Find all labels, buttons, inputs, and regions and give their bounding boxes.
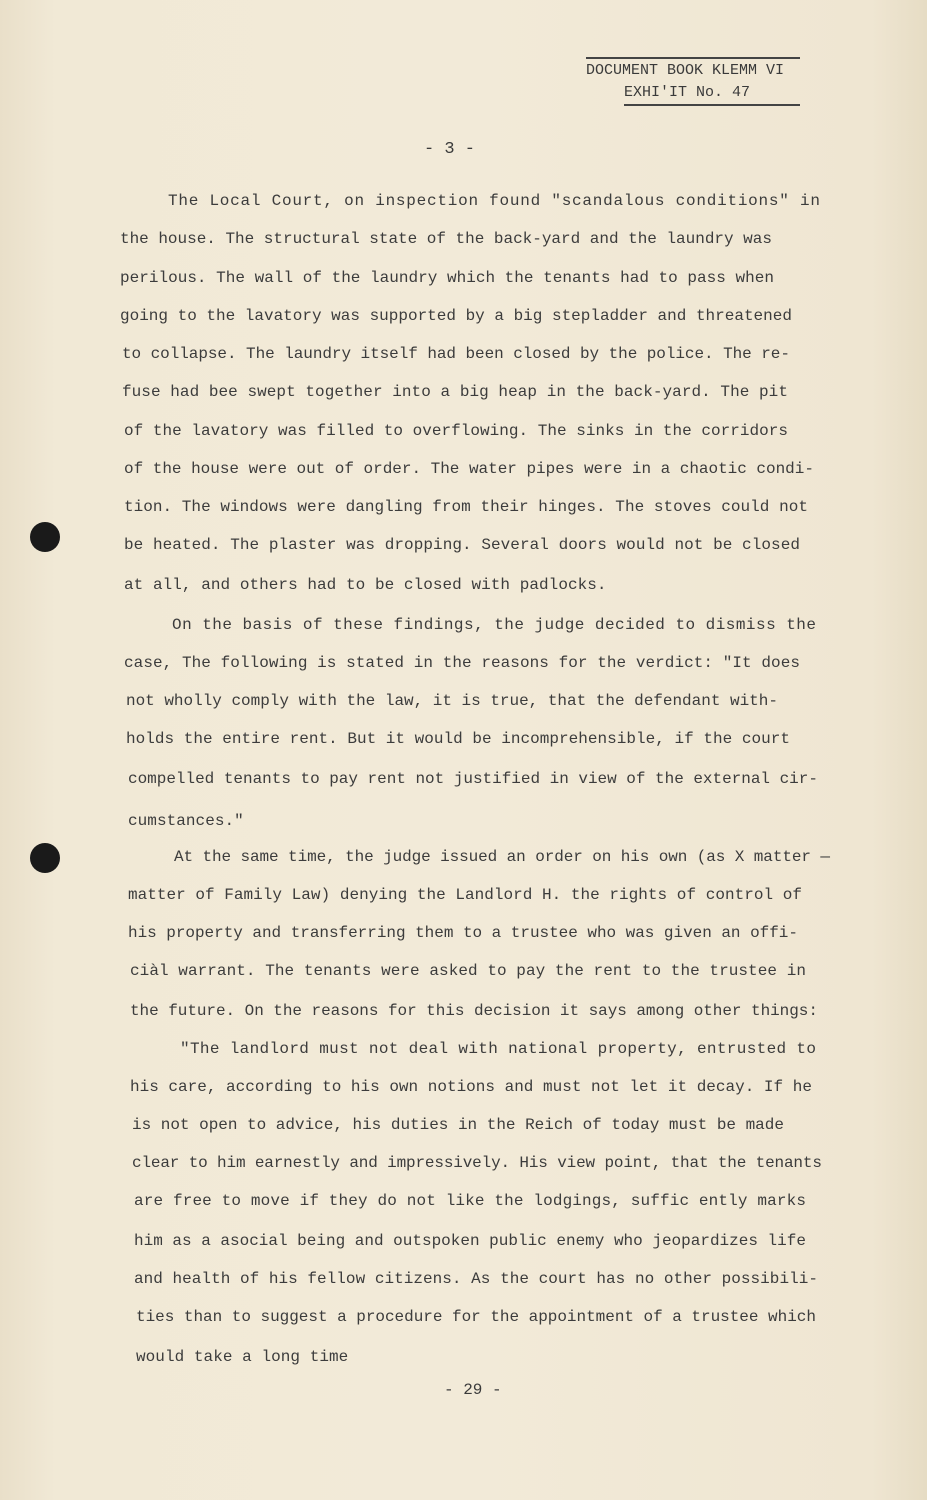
text-line: cumstances." — [128, 812, 244, 830]
text-line: of the house were out of order. The water pipes were in a chaotic condi- — [124, 460, 814, 478]
text-line: to collapse. The laundry itself had been closed by the police. The re- — [122, 345, 790, 363]
text-line: clear to him earnestly and impressively. His view point, that the tenants — [132, 1154, 822, 1172]
text-line: of the lavatory was filled to overflowing. The sinks in the corridors — [124, 422, 788, 440]
text-line: holds the entire rent. But it would be incomprehensible, if the court — [126, 730, 790, 748]
text-line: his property and transferring them to a trustee who was given an offi- — [128, 924, 798, 942]
punch-hole — [30, 522, 60, 552]
text-line: compelled tenants to pay rent not justified in view of the external cir- — [128, 770, 818, 788]
punch-hole — [30, 843, 60, 873]
text-line: be heated. The plaster was dropping. Several doors would not be closed — [124, 536, 801, 554]
text-line: "The landlord must not deal with national property, entrusted to — [180, 1040, 817, 1058]
text-line: tion. The windows were dangling from their hinges. The stoves could not — [124, 498, 808, 516]
text-line: going to the lavatory was supported by a big stepladder and threatened — [120, 307, 792, 325]
text-line: the house. The structural state of the back-yard and the laundry was — [120, 230, 772, 248]
text-line: not wholly comply with the law, it is true, that the defendant with- — [126, 692, 778, 710]
text-line: at all, and others had to be closed with padlocks. — [124, 576, 607, 594]
text-line: The Local Court, on inspection found "scandalous conditions" in — [168, 192, 821, 210]
text-line: would take a long time — [136, 1348, 349, 1366]
page-number-bottom: - 29 - — [444, 1381, 502, 1399]
text-line: ties than to suggest a procedure for the appointment of a trustee which — [136, 1308, 816, 1326]
text-line: case, The following is stated in the reasons for the verdict: "It does — [124, 654, 801, 672]
text-line: and health of his fellow citizens. As the court has no other possibili- — [134, 1270, 818, 1288]
text-line: perilous. The wall of the laundry which the tenants had to pass when — [120, 269, 774, 287]
page-number-top: - 3 - — [424, 140, 476, 159]
text-line: On the basis of these findings, the judge decided to dismiss the — [172, 616, 817, 634]
document-book-header — [586, 57, 806, 106]
exhibit-number: EXHI'IT No. 47 — [624, 82, 800, 106]
text-line: matter of Family Law) denying the Landlord H. the rights of control of — [128, 886, 802, 904]
text-line: is not open to advice, his duties in the Reich of today must be made — [132, 1116, 784, 1134]
text-line: his care, according to his own notions and must not let it decay. If he — [130, 1078, 812, 1096]
text-line: the future. On the reasons for this decision it says among other things: — [130, 1002, 818, 1020]
text-line: are free to move if they do not like the lodgings, suffic ently marks — [134, 1192, 807, 1210]
document-book-label: DOCUMENT BOOK KLEMM VI — [586, 57, 800, 82]
text-line: him as a asocial being and outspoken public enemy who jeopardizes life — [134, 1232, 806, 1250]
text-line: At the same time, the judge issued an order on his own (as X matter — — [174, 848, 830, 866]
text-line: fuse had bee swept together into a big heap in the back-yard. The pit — [122, 383, 788, 401]
text-line: ciàl warrant. The tenants were asked to pay the rent to the trustee in — [130, 962, 807, 980]
